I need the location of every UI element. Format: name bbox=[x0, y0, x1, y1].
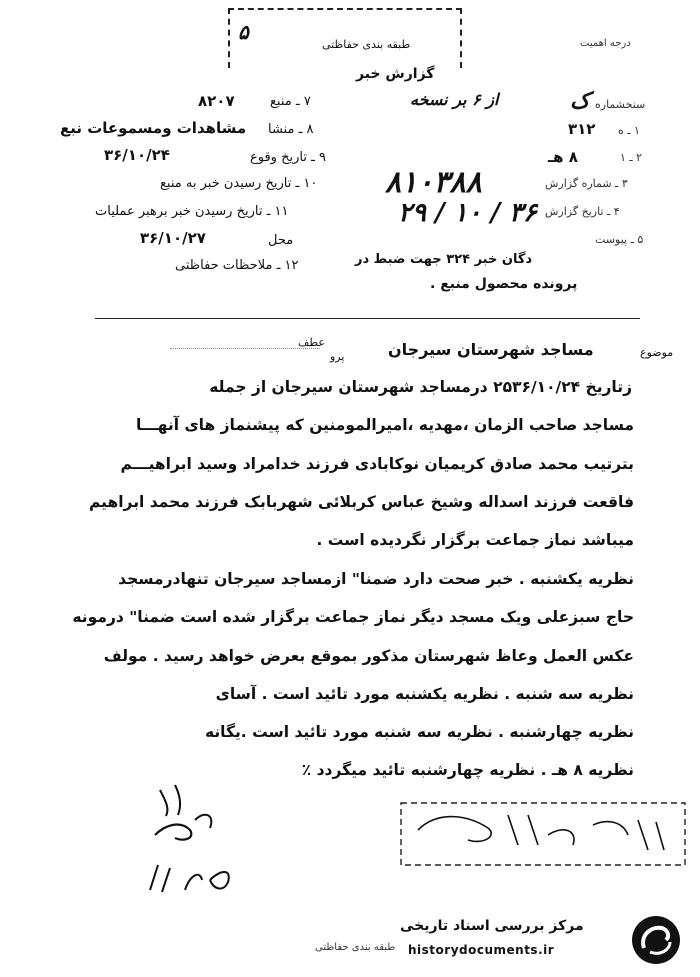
body-line: نظریه ۸ هـ . نظریه چهارشنبه تائید میگردد ٪ bbox=[301, 761, 634, 779]
watermark-url: historydocuments.ir bbox=[408, 943, 555, 957]
field-value: ۳۶/۱۰/۲۴ bbox=[104, 146, 170, 164]
body-line: نظریه یکشنبه . خبر صحت دارد ضمنا" ازمساجد سیرجان تنهادرمسجد bbox=[118, 570, 634, 588]
attachment-label: ۵ ـ پیوست bbox=[595, 233, 644, 246]
body-line: بترتیب محمد صادق کریمیان نوکابادی فرزند خدامراد وسید ابراهیـــم bbox=[120, 455, 634, 473]
watermark-text: مرکز بررسی اسناد تاریخی bbox=[400, 918, 584, 934]
serial-value: ک bbox=[570, 88, 590, 114]
body-line: فاقعت فرزند اسداله وشیخ عباس کربلائی شهربابک فرزند محمد ابراهیم bbox=[89, 493, 634, 511]
field-value: ۳۶/۱۰/۲۷ bbox=[140, 229, 206, 247]
header-divider bbox=[95, 318, 640, 319]
serial-label: سنخشماره bbox=[595, 98, 646, 111]
reference-label: عطف bbox=[298, 336, 325, 349]
body-line: نظریه چهارشنبه . نظریه سه شنبه مورد تائید است .یگانه bbox=[204, 723, 634, 741]
registry-stamp bbox=[398, 800, 688, 870]
distribution-line-2: پرونده محصول منبع . bbox=[430, 276, 578, 292]
body-line: مساجد صاحب الزمان ،مهدیه ،امیرالمومنین که پیشنماز های آنهـــا bbox=[135, 416, 634, 434]
importance-label: درجه اهمیت bbox=[580, 38, 631, 49]
body-line: عکس العمل وعاظ شهرستان مذکور بموقع بعرض خواهد رسید . مولف bbox=[103, 647, 634, 665]
body-line: میباشد نماز جماعت برگزار نگردیده است . bbox=[316, 531, 634, 549]
distribution-line-1: دگان خبر ۳۲۴ جهت ضبط در bbox=[355, 252, 533, 267]
field-label: ۱۰ ـ تاریخ رسیدن خبر به منبع bbox=[160, 176, 318, 191]
field-label: محل bbox=[268, 233, 294, 248]
field-label: ۷ ـ منبع bbox=[270, 94, 311, 109]
top-number: ۵ bbox=[238, 20, 249, 44]
copies-text: از ۶ بر نسخه bbox=[410, 90, 499, 109]
top-classification: طبقه بندی حفاظتی bbox=[322, 38, 411, 51]
row1-value: ۳۱۲ bbox=[568, 120, 596, 138]
row2-value: ۸ هـ bbox=[548, 148, 578, 166]
file-label: پرو bbox=[330, 350, 345, 363]
subject-label: موضوع bbox=[640, 346, 674, 359]
field-value: ۸۲۰۷ bbox=[198, 92, 235, 110]
report-title: گزارش خبر bbox=[356, 66, 435, 82]
field-label: ۱۲ ـ ملاحظات حفاظتی bbox=[175, 258, 299, 273]
body-line: حاج سبزعلی ویک مسجد دیگر نماز جماعت برگزار شده است ضمنا" درمونه bbox=[72, 608, 634, 626]
handwritten-report-number: ۸۱۰۳۸۸ bbox=[385, 165, 482, 200]
field-label: ۱۱ ـ تاریخ رسیدن خبر برهبر عملیات bbox=[95, 204, 289, 219]
field-label: ۸ ـ منشا bbox=[268, 122, 314, 137]
report-number-label: ۳ ـ شماره گزارش bbox=[545, 177, 628, 190]
field-label: ۹ ـ تاریخ وقوع bbox=[250, 150, 327, 165]
report-date-label: ۴ ـ تاریخ گزارش bbox=[545, 205, 620, 218]
signature-scribble bbox=[140, 780, 260, 910]
field-value: مشاهدات ومسموعات نبع bbox=[60, 119, 247, 137]
footer-classification: طبقه بندی حفاظتی bbox=[315, 942, 396, 953]
body-line: زتاریخ ۲۵۳۶/۱۰/۲۴ درمساجد شهرستان سیرجان از جمله bbox=[209, 378, 632, 396]
row1-label: ۱ ـ ه bbox=[618, 124, 640, 137]
subject-value: مساجد شهرستان سیرجان bbox=[388, 340, 594, 359]
archive-logo-icon bbox=[630, 914, 682, 966]
body-line: نظریه سه شنبه . نظریه یکشنبه مورد تائید است . آسای bbox=[215, 685, 634, 703]
reference-dots bbox=[170, 348, 320, 349]
row2-label: ۲ ـ ۱ bbox=[620, 151, 643, 164]
handwritten-report-date: ۲۹ / ۱۰ / ۳۶ bbox=[398, 198, 537, 228]
